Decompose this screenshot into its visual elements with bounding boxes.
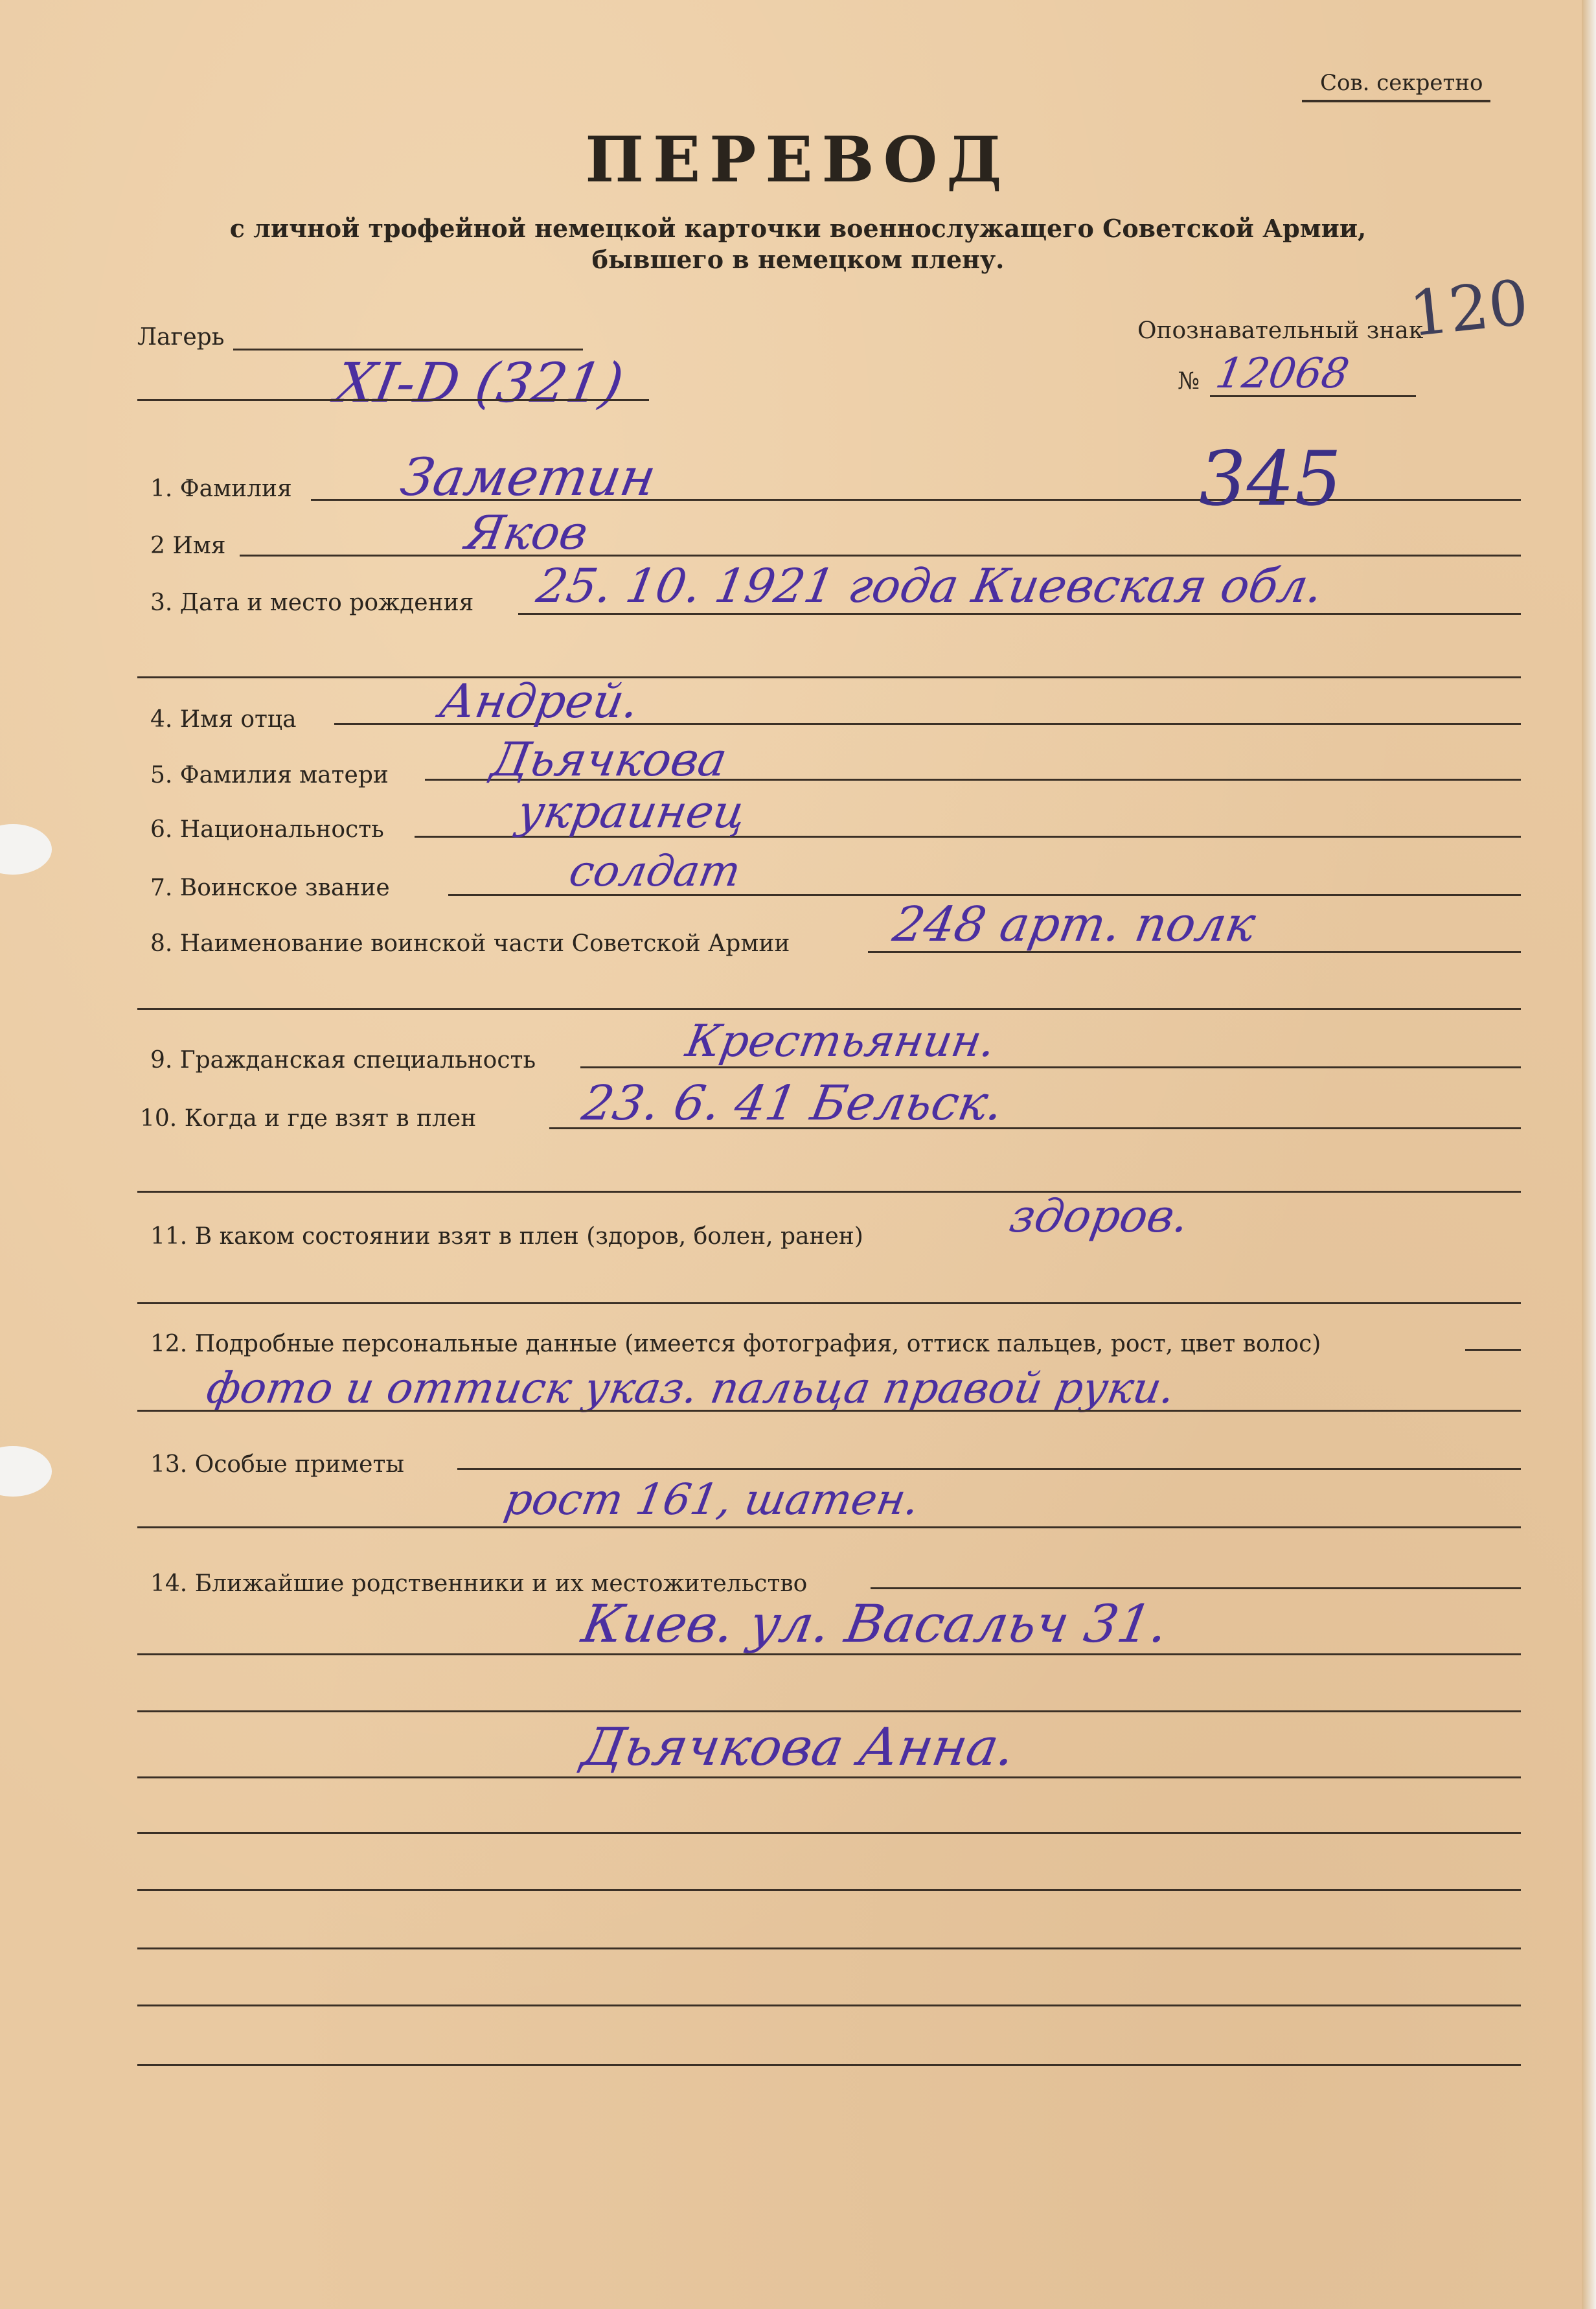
birth-line — [137, 676, 1521, 678]
relatives-line — [137, 2005, 1521, 2006]
condition-label: 11. В каком состоянии взят в плен (здоров, болен, ранен) — [150, 1223, 863, 1250]
camp-line — [137, 399, 649, 401]
document-subtitle-line2: бывшего в немецком плену. — [591, 245, 1005, 274]
relatives-line — [137, 1776, 1521, 1778]
rank-label: 7. Воинское звание — [150, 875, 390, 901]
name-label: 2 Имя — [150, 533, 226, 559]
birth-value: 25. 10. 1921 года Киевская обл. — [532, 558, 1327, 613]
relatives-line — [871, 1587, 1521, 1589]
captured-label: 10. Когда и где взят в плен — [140, 1105, 477, 1132]
camp-label: Лагерь — [137, 324, 225, 350]
id-tag-value: 12068 — [1212, 350, 1353, 398]
captured-line — [137, 1191, 1521, 1193]
unit-line — [137, 1008, 1521, 1010]
birth-line — [518, 613, 1521, 615]
father-name-value: Андрей. — [435, 674, 643, 728]
mother-surname-value: Дьячкова — [487, 732, 731, 787]
relatives-line — [137, 1710, 1521, 1712]
condition-value: здоров. — [1005, 1189, 1193, 1243]
special-features-line — [137, 1526, 1521, 1528]
special-features-label: 13. Особые приметы — [150, 1451, 405, 1478]
relatives-line — [137, 1889, 1521, 1891]
personal-data-label: 12. Подробные персональные данные (имеется фотография, оттиск пальцев, рост, цвет волос) — [150, 1331, 1321, 1357]
unit-value: 248 арт. полк — [889, 897, 1260, 952]
birth-label: 3. Дата и место рождения — [150, 590, 474, 616]
relatives-line — [137, 1653, 1521, 1655]
personal-data-value: фото и оттиск указ. пальца правой руки. — [203, 1363, 1180, 1413]
special-features-line — [457, 1468, 1521, 1470]
profession-label: 9. Гражданская специальность — [150, 1047, 536, 1074]
surname-label: 1. Фамилия — [150, 476, 292, 502]
name-value: Яков — [461, 505, 592, 560]
secrecy-stamp: Сов. секретно — [1302, 70, 1490, 102]
personal-data-line — [137, 1410, 1521, 1412]
camp-value: XI-D (321) — [331, 351, 628, 415]
relatives-name-value: Дьячкова Анна. — [577, 1717, 1020, 1777]
id-tag-label: Опознавательный знак — [1137, 317, 1424, 344]
rank-value: солдат — [565, 846, 745, 896]
condition-line — [137, 1302, 1521, 1304]
name-line — [240, 555, 1521, 557]
special-features-value: рост 161, шатен. — [501, 1475, 924, 1524]
relatives-line — [137, 1947, 1521, 1949]
personal-data-line — [1465, 1349, 1521, 1351]
unit-label: 8. Наименование воинской части Советской Армии — [150, 930, 790, 957]
relatives-line — [137, 2064, 1521, 2066]
id-tag-number-prefix: № — [1178, 368, 1200, 395]
mother-surname-label: 5. Фамилия матери — [150, 762, 389, 788]
punch-hole — [0, 1446, 52, 1497]
camp-line — [233, 349, 583, 350]
nationality-label: 6. Национальность — [150, 816, 384, 843]
document-subtitle-line1: с личной трофейной немецкой карточки военнослужащего Советской Армии, — [229, 214, 1367, 243]
surname-value: Заметин — [396, 447, 661, 507]
paper-edge — [1582, 0, 1596, 2309]
relatives-line — [137, 1832, 1521, 1834]
relatives-address-value: Киев. ул. Васальч 31. — [577, 1594, 1173, 1654]
nationality-value: украинец — [513, 785, 750, 838]
annotation-120: 120 — [1406, 266, 1532, 351]
profession-value: Крестьянин. — [682, 1016, 999, 1067]
punch-hole — [0, 824, 52, 875]
document-title: ПЕРЕВОД — [585, 123, 1011, 196]
captured-value: 23. 6. 41 Бельск. — [578, 1075, 1008, 1131]
annotation-345: 345 — [1191, 435, 1350, 523]
relatives-label: 14. Ближайшие родственники и их местожительство — [150, 1570, 808, 1597]
father-name-label: 4. Имя отца — [150, 706, 297, 733]
